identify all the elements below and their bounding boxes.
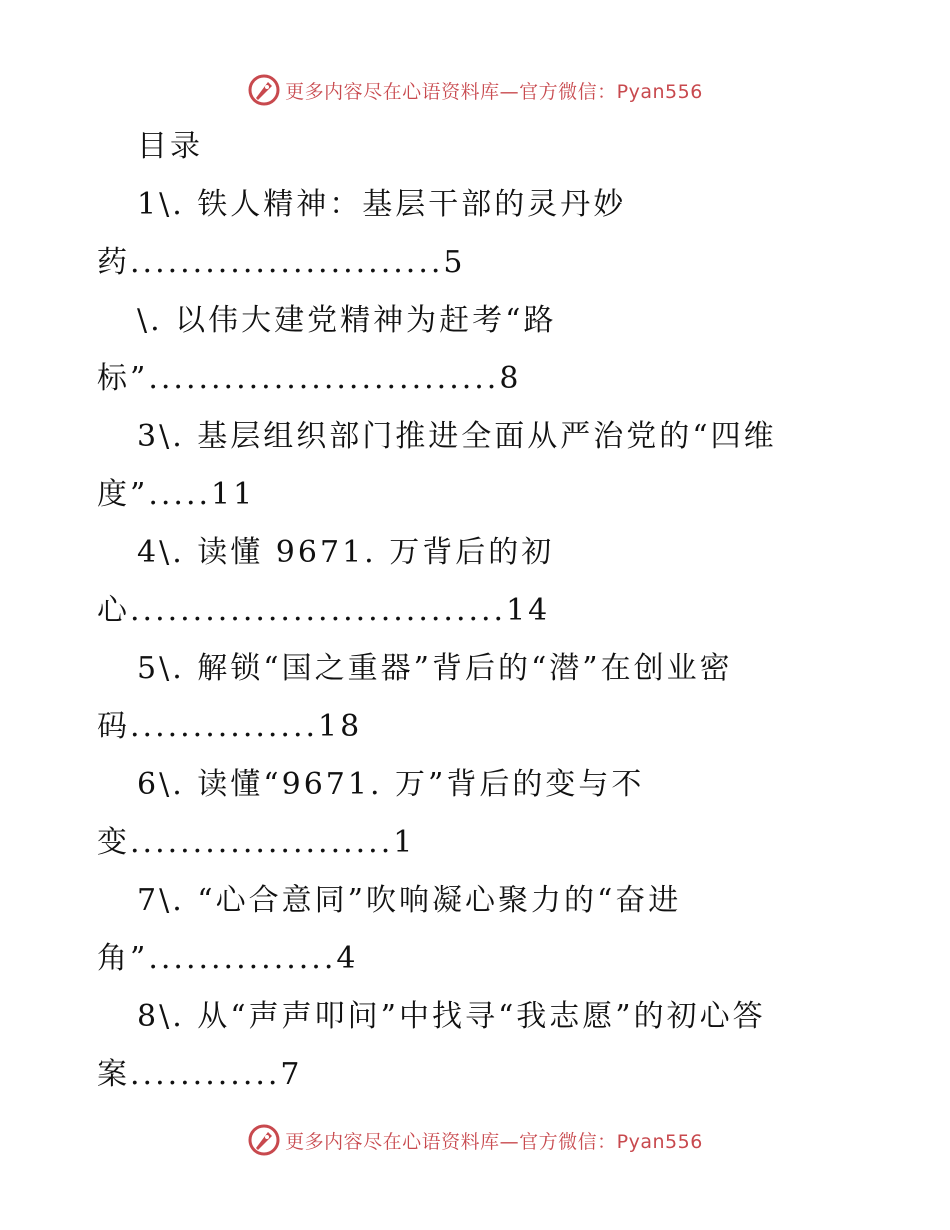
watermark-header bbox=[0, 70, 950, 110]
toc-entry-1-line-2: 药.........................5 bbox=[97, 245, 466, 280]
toc-entry-7-line-2: 角”...............4 bbox=[97, 941, 359, 976]
watermark-text: 更多内容尽在心语资料库—官方微信：Pyan556 bbox=[285, 80, 703, 103]
toc-entry-3-line-2: 度”.....11 bbox=[97, 477, 256, 512]
toc-entry-6-line-2: 变.....................1 bbox=[97, 825, 416, 860]
watermark-text: 更多内容尽在心语资料库—官方微信：Pyan556 bbox=[285, 1130, 703, 1153]
pen-nib-logo-icon bbox=[247, 73, 281, 107]
toc-entry-4-line-1: 4\. 读懂 9671. 万背后的初 bbox=[137, 535, 555, 570]
toc-entry-4-line-2: 心..............................14 bbox=[97, 593, 551, 628]
toc-entry-3-line-1: 3\. 基层组织部门推进全面从严治党的“四维 bbox=[137, 419, 777, 454]
toc-entry-1-line-1: 1\. 铁人精神：基层干部的灵丹妙 bbox=[137, 187, 627, 222]
toc-entry-8-line-2: 案............7 bbox=[97, 1057, 303, 1092]
toc-entry-5-line-1: 5\. 解锁“国之重器”背后的“潜”在创业密 bbox=[137, 651, 733, 686]
pen-nib-logo-icon bbox=[247, 1123, 281, 1157]
watermark-footer bbox=[0, 1120, 950, 1160]
toc-title: 目录 bbox=[137, 129, 203, 164]
toc-entry-7-line-1: 7\. “心合意同”吹响凝心聚力的“奋进 bbox=[137, 883, 682, 918]
toc-entry-8-line-1: 8\. 从“声声叩问”中找寻“我志愿”的初心答 bbox=[137, 999, 766, 1034]
toc-entry-2-line-1: \. 以伟大建党精神为赶考“路 bbox=[137, 303, 557, 338]
toc-entry-5-line-2: 码...............18 bbox=[97, 709, 363, 744]
toc-entry-2-line-2: 标”............................8 bbox=[97, 361, 522, 396]
toc-entry-6-line-1: 6\. 读懂“9671. 万”背后的变与不 bbox=[137, 767, 645, 802]
